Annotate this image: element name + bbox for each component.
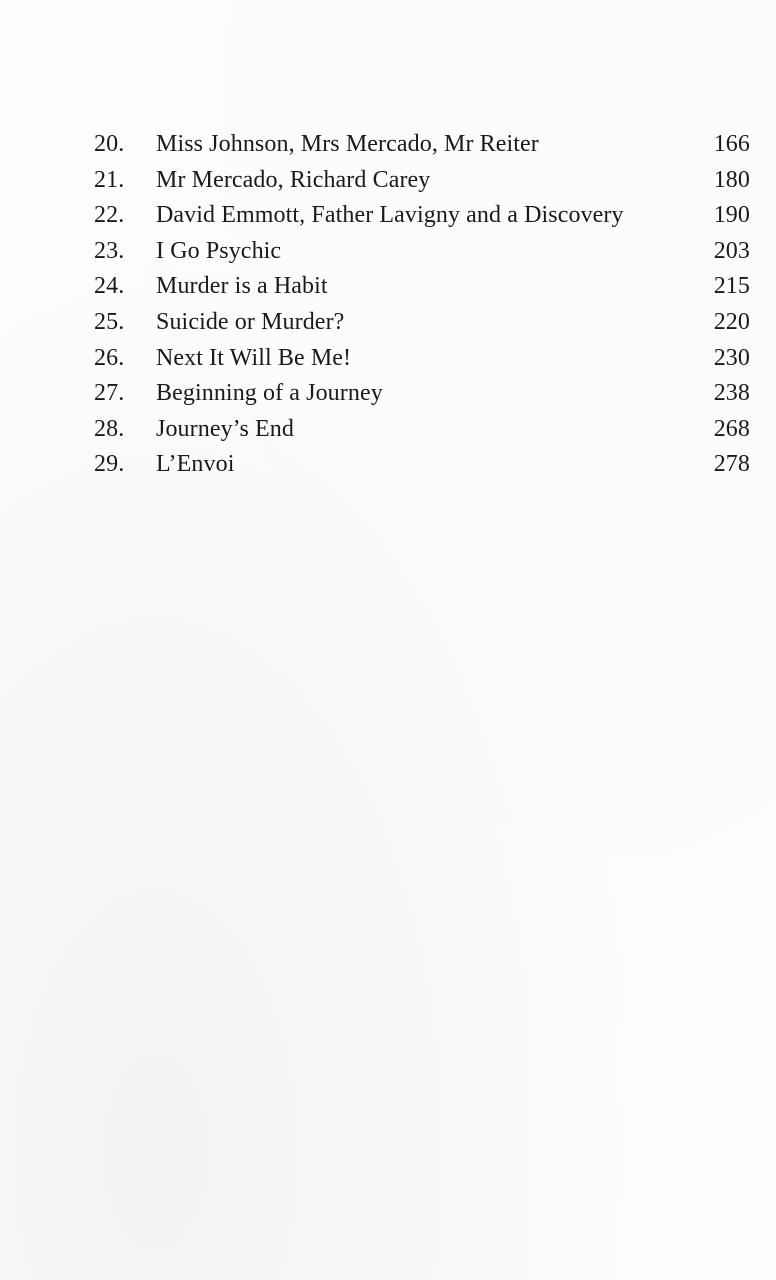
chapter-title: Beginning of a Journey: [156, 380, 383, 407]
chapter-number: 21.: [94, 166, 125, 193]
page-number: 278: [713, 451, 750, 478]
page-number: 220: [713, 308, 750, 335]
toc-entry: [94, 127, 750, 163]
chapter-number: 22.: [94, 202, 125, 229]
chapter-title: L’Envoi: [156, 451, 235, 478]
page-number: 180: [713, 166, 750, 193]
table-of-contents: [94, 127, 750, 483]
chapter-number: 27.: [94, 380, 125, 407]
chapter-number: 28.: [94, 415, 125, 442]
toc-entry: [94, 198, 750, 234]
chapter-title: I Go Psychic: [156, 237, 282, 264]
chapter-title: Mr Mercado, Richard Carey: [156, 166, 431, 193]
chapter-title: Next It Will Be Me!: [156, 344, 352, 371]
chapter-title: Murder is a Habit: [156, 273, 328, 300]
toc-entry: [94, 163, 750, 199]
toc-entry: [94, 447, 750, 483]
page-number: 190: [713, 202, 750, 229]
chapter-number: 25.: [94, 308, 125, 335]
chapter-title: Miss Johnson, Mrs Mercado, Mr Reiter: [156, 131, 539, 157]
page-number: 238: [713, 380, 750, 407]
chapter-title: Suicide or Murder?: [156, 308, 345, 335]
chapter-number: 24.: [94, 273, 125, 300]
page-number: 215: [713, 273, 750, 300]
page-number: 203: [713, 237, 750, 264]
chapter-number: 29.: [94, 451, 125, 478]
page-number: 230: [713, 344, 750, 371]
toc-entry: [94, 412, 750, 448]
chapter-number: 26.: [94, 344, 125, 371]
toc-entry: [94, 305, 750, 341]
toc-entry: [94, 376, 750, 412]
page-number: 268: [713, 415, 750, 442]
toc-entry: [94, 341, 750, 377]
toc-entry: [94, 269, 750, 305]
toc-entry: [94, 234, 750, 270]
chapter-title: David Emmott, Father Lavigny and a Discovery: [156, 202, 624, 229]
page-number: 166: [713, 131, 750, 157]
chapter-number: 20.: [94, 131, 125, 157]
chapter-title: Journey’s End: [156, 415, 294, 442]
chapter-number: 23.: [94, 237, 125, 264]
